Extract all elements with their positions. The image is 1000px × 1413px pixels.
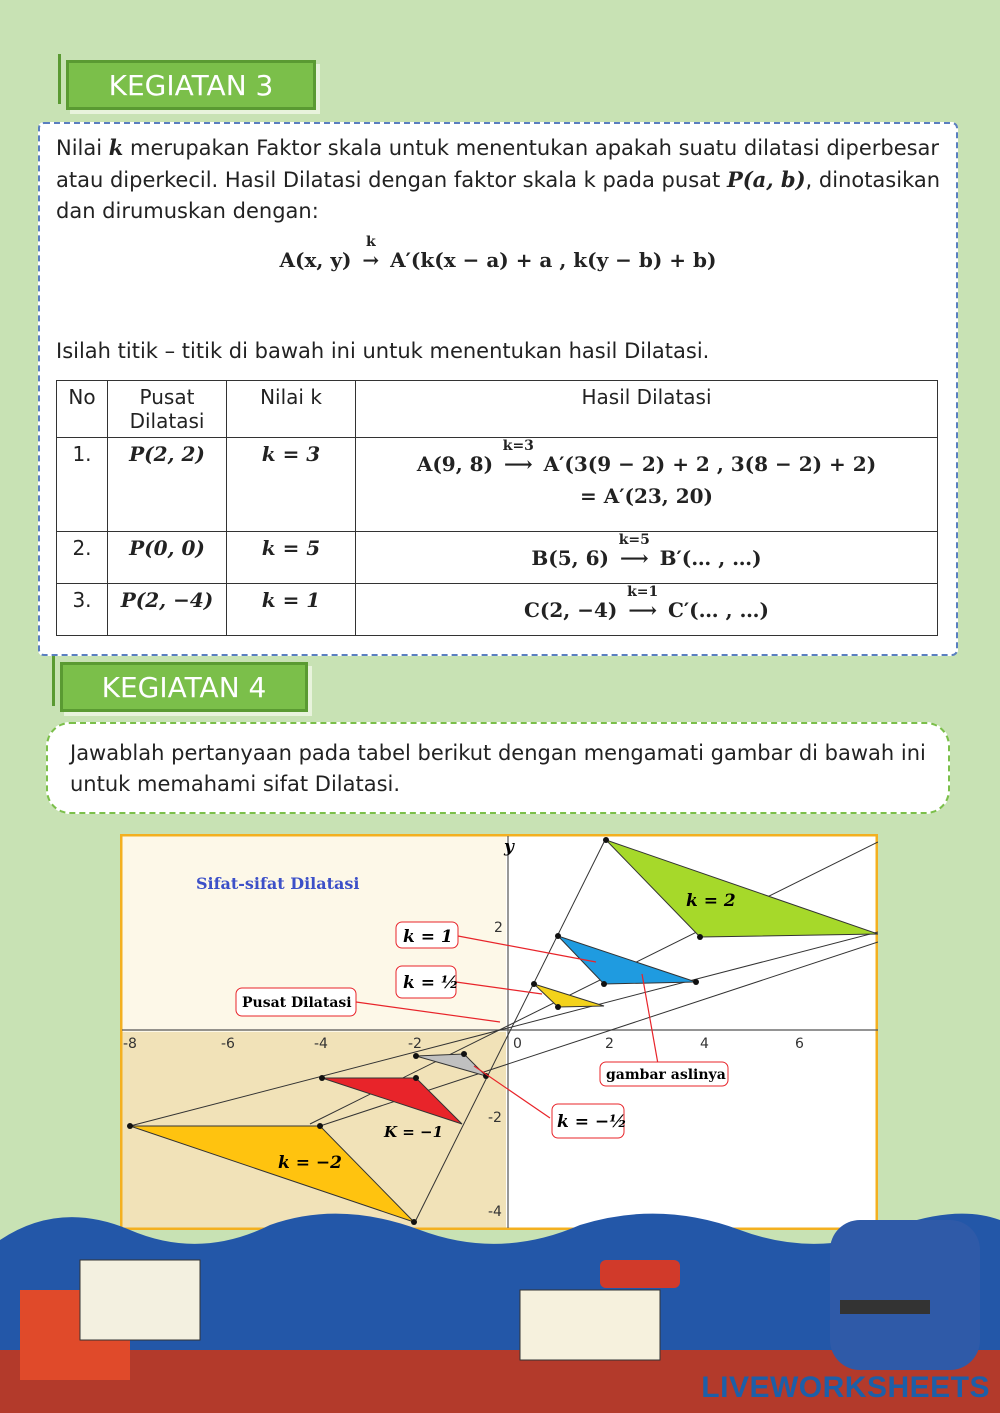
- x-tick: 6: [795, 1036, 804, 1052]
- row-no: 2.: [57, 532, 108, 584]
- dilation-figure: [120, 834, 878, 1230]
- formula-right: A′(k(x − a) + a , k(y − b) + b): [390, 248, 717, 272]
- row-arrow-label: k=3: [502, 438, 534, 454]
- row-arrow: k=5 ⟶: [616, 546, 653, 570]
- row-no: 1.: [57, 438, 108, 532]
- kegiatan-4-box: [46, 722, 950, 814]
- x-tick: -6: [221, 1036, 235, 1052]
- row-arrow: k=1 ⟶: [624, 598, 661, 622]
- header-k: Nilai k: [227, 381, 356, 438]
- row-arrow-label: k=5: [618, 532, 650, 548]
- row-src: C(2, −4): [524, 598, 618, 622]
- header-no: No: [57, 381, 108, 438]
- x-tick: 0: [513, 1036, 522, 1052]
- formula-left: A(x, y): [279, 248, 352, 272]
- x-tick: -4: [314, 1036, 328, 1052]
- intro-paragraph: [56, 132, 946, 227]
- x-tick: -2: [408, 1036, 422, 1052]
- backpack: [830, 1220, 980, 1370]
- row-hasil[interactable]: [356, 532, 938, 584]
- glasses: [600, 1260, 680, 1288]
- x-tick: 4: [700, 1036, 709, 1052]
- intro-center: P(a, b): [726, 167, 806, 192]
- table-row: [57, 532, 938, 584]
- row-arrow: k=3 ⟶: [500, 452, 537, 476]
- row-k: k = 1: [227, 584, 356, 636]
- intro-text-3: , dinotasikan dan dirumuskan dengan:: [56, 168, 941, 223]
- kegiatan-4-text: Jawablah pertanyaan pada tabel berikut dengan mengamati gambar di bawah ini untuk memahami sifat Dilatasi.: [70, 741, 926, 796]
- row-src: B(5, 6): [531, 546, 609, 570]
- table-row: [57, 584, 938, 636]
- row-pusat: P(2, 2): [108, 438, 227, 532]
- row-result-blank[interactable]: C′(… , …): [667, 598, 769, 622]
- header-hasil: Hasil Dilatasi: [356, 381, 938, 438]
- row-no: 3.: [57, 584, 108, 636]
- label-k-half: k = ½: [403, 973, 459, 993]
- row-src: A(9, 8): [416, 452, 494, 476]
- instruction-text: Isilah titik – titik di bawah ini untuk menentukan hasil Dilatasi.: [56, 339, 710, 363]
- y-tick: -2: [488, 1110, 502, 1126]
- table-row: [57, 438, 938, 532]
- row-hasil[interactable]: [356, 584, 938, 636]
- kegiatan-3-title: KEGIATAN 3: [108, 68, 274, 102]
- y-tick: 2: [494, 920, 503, 936]
- kegiatan-4-title: KEGIATAN 4: [101, 670, 267, 704]
- formula-arrow: k →: [358, 248, 383, 272]
- y-axis-label: y: [504, 837, 514, 857]
- formula-k-label: k: [365, 234, 376, 250]
- header-pusat: Pusat Dilatasi: [108, 381, 227, 438]
- x-tick: -8: [123, 1036, 137, 1052]
- label-k-neg-half: k = −½: [557, 1112, 627, 1132]
- label-k-neg2: k = −2: [278, 1153, 342, 1173]
- label-k2: k = 2: [686, 891, 736, 911]
- label-gambar-aslinya: gambar aslinya: [606, 1067, 726, 1083]
- label-pusat-dilatasi: Pusat Dilatasi: [242, 995, 352, 1011]
- row-pusat: P(0, 0): [108, 532, 227, 584]
- row-result: A′(3(9 − 2) + 2 , 3(8 − 2) + 2): [543, 452, 877, 476]
- table-header-row: [57, 381, 938, 438]
- x-tick: 2: [605, 1036, 614, 1052]
- label-k1: k = 1: [403, 927, 453, 947]
- row-hasil: [356, 438, 938, 532]
- y-tick: -4: [488, 1204, 502, 1220]
- label-k-neg1: K = −1: [384, 1123, 444, 1141]
- figure-title: Sifat-sifat Dilatasi: [196, 874, 360, 893]
- row-k: k = 3: [227, 438, 356, 532]
- dilation-formula: [40, 234, 956, 272]
- liveworksheets-logo[interactable]: LIVEWORKSHEETS: [701, 1371, 990, 1404]
- row-result-blank[interactable]: B′(… , …): [659, 546, 762, 570]
- open-book-right: [520, 1290, 660, 1360]
- kegiatan-3-box: [38, 122, 958, 656]
- dilation-table: [56, 380, 938, 636]
- row-arrow-label: k=1: [627, 584, 659, 600]
- kegiatan-4-banner: [60, 662, 308, 712]
- row-result-2: = A′(23, 20): [579, 484, 714, 508]
- intro-k: k: [108, 135, 124, 160]
- kegiatan-3-banner: [66, 60, 316, 110]
- row-k: k = 5: [227, 532, 356, 584]
- intro-text-2: merupakan Faktor skala untuk menentukan apakah suatu dilatasi diperbesar atau diperkecil. Hasil Dilatasi dengan faktor skala k pada pusat: [56, 136, 940, 192]
- intro-text-1: Nilai: [56, 136, 103, 160]
- open-book-left: [80, 1260, 200, 1340]
- row-pusat: P(2, −4): [108, 584, 227, 636]
